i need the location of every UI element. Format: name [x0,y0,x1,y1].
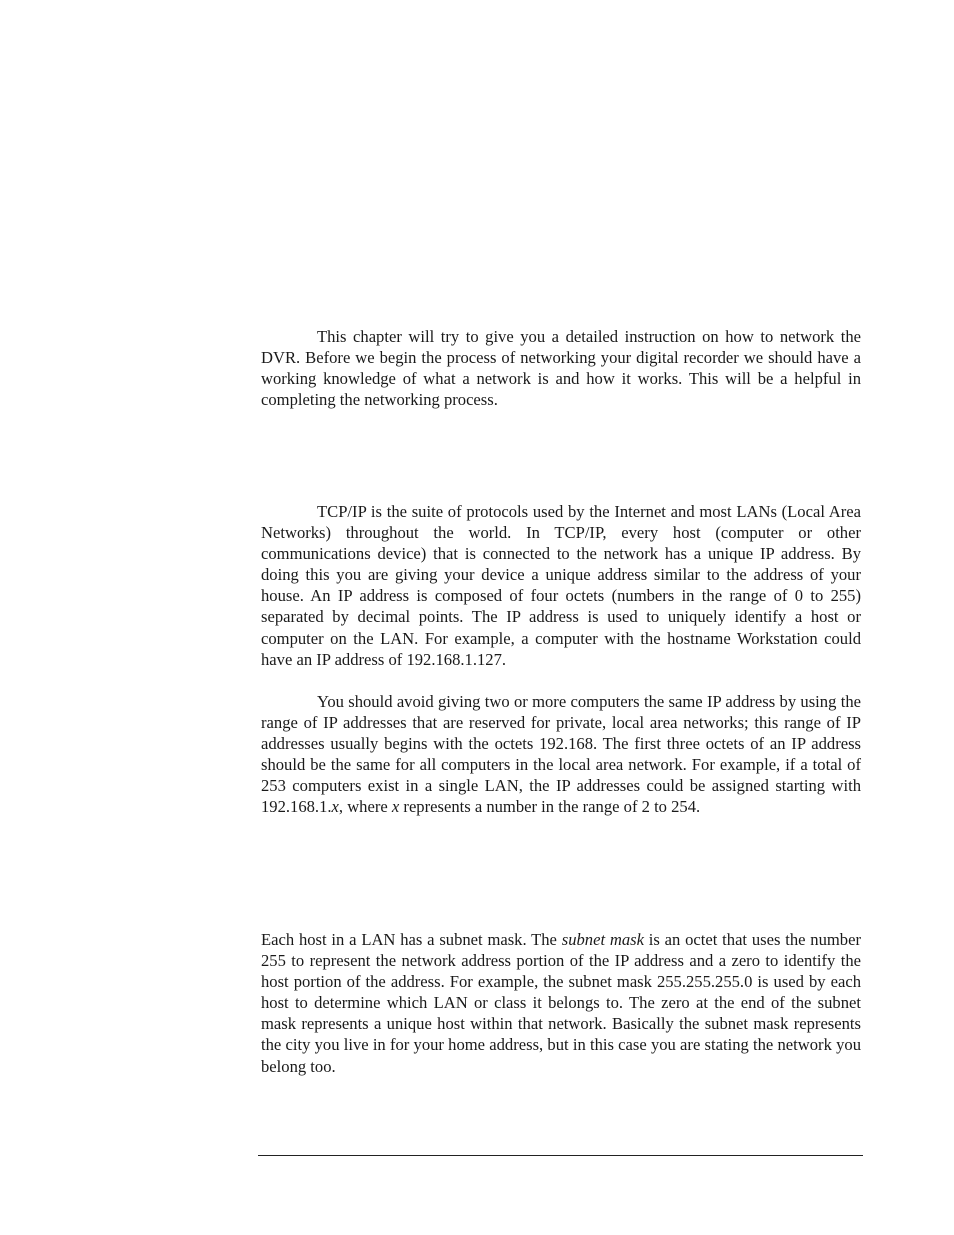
subnet-mask-paragraph [261,929,861,1077]
private-text-2: , where [338,797,392,817]
tcpip-paragraph: TCP/IP is the suite of protocols used by the Internet and most LANs (Local Area Networks) throughout the world. In TCP/IP, every host (computer or other communications device) that is connected to the network has a unique IP address. By doing this you are giving your device a unique address similar to the address of your house. An IP address is composed of four octets (numbers in the range of 0 to 255) separated by decimal points. The IP address is used to uniquely identify a host or computer on the LAN. For example, a computer with the hostname Workstation could have an IP address of 192.168.1.127. [261,502,861,669]
private-address-paragraph [261,691,861,818]
private-text-1: You should avoid giving two or more computers the same IP address by using the range of IP addresses that are reserved for private, local area networks; this range of IP addresses usually begins with the octets 192.168. The first three octets of an IP address should be the same for all computers in the local area network. For example, if a total of 253 computers exist in a single LAN, the IP addresses could be assigned starting with 192.168.1. [261,692,861,817]
footer-rule [258,1155,863,1156]
subnet-text-2: is an octet that uses the number 255 to represent the network address portion of the IP address and a zero to identify the host portion of the address. For example, the subnet mask 255.255.255.0 is used by each host to determine which LAN or class it belongs to. The zero at the end of the subnet mask represents a unique host within that network. Basically the subnet mask represents the city you live in for your home address, but in this case you are stating the network you belong too. [261,930,861,1076]
variable-x: x [331,797,339,817]
intro-paragraph: This chapter will try to give you a detailed instruction on how to network the DVR. Before we begin the process of networking your digital recorder we should have a working knowledge of what a network is and how it works. This will be a helpful in completing the networking process. [261,327,861,410]
private-text-3: represents a number in the range of 2 to 254. [399,797,701,817]
subnet-text-1: Each host in a LAN has a subnet mask. The [261,930,562,949]
subnet-mask-term: subnet mask [561,930,644,949]
variable-x: x [391,797,400,817]
